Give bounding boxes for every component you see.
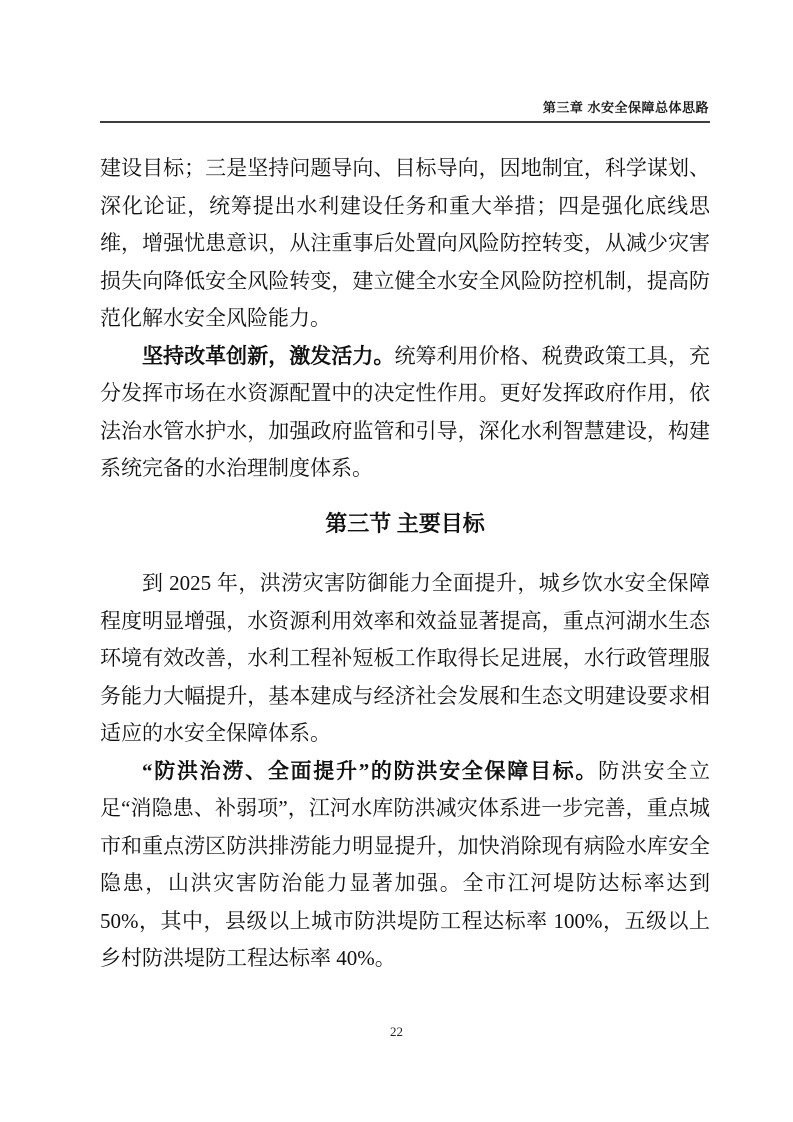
- header-rule: [100, 121, 710, 123]
- paragraph-text: 统筹利用价格、税费政策工具，充分发挥市场在水资源配置中的决定性作用。更好发挥政府作用，依法治水管水护水，加强政府监管和引导，深化水利智慧建设，构建系统完备的水治理制度体系。: [100, 343, 711, 480]
- paragraph: 到 2025 年，洪涝灾害防御能力全面提升，城乡饮水安全保障程度明显增强，水资源利用效率和效益显著提高，重点河湖水生态环境有效改善，水利工程补短板工作取得长足进展，水行政管理服务能力大幅提升，基本建成与经济社会发展和生态文明建设要求相适应的水安全保障体系。: [100, 571, 710, 745]
- paragraph-text: 防洪安全立足“消隐患、补弱项”，江河水库防洪减灾体系进一步完善，重点城市和重点涝区防洪排涝能力明显提升，加快消除现有病险水库安全隐患，山洪灾害防治能力显著加强。全市江河堤防达标率达到 50%，其中，县级以上城市防洪堤防工程达标率 100%，五级以上乡村防洪堤防工程达标率 40%。: [100, 758, 711, 970]
- paragraph-lead-bold: 坚持改革创新，激发活力。: [142, 343, 395, 368]
- document-body: [100, 150, 710, 978]
- paragraph: [100, 338, 710, 488]
- paragraph-continuation: 建设目标；三是坚持问题导向、目标导向，因地制宜，科学谋划、深化论证，统筹提出水利建设任务和重大举措；四是强化底线思维，增强忧患意识，从注重事后处置向风险防控转变，从减少灾害损失向降低安全风险转变，建立健全水安全风险防控机制，提高防范化解水安全风险能力。: [100, 156, 710, 330]
- paragraph: [100, 753, 710, 978]
- page-footer: [0, 1023, 793, 1041]
- section-heading: 第三节 主要目标: [325, 510, 485, 536]
- paragraph-lead-bold: “防洪治涝、全面提升”的防洪安全保障目标。: [142, 758, 599, 783]
- page-number: 22: [390, 1024, 403, 1039]
- running-header-chapter-title: 第三章 水安全保障总体思路: [542, 100, 709, 115]
